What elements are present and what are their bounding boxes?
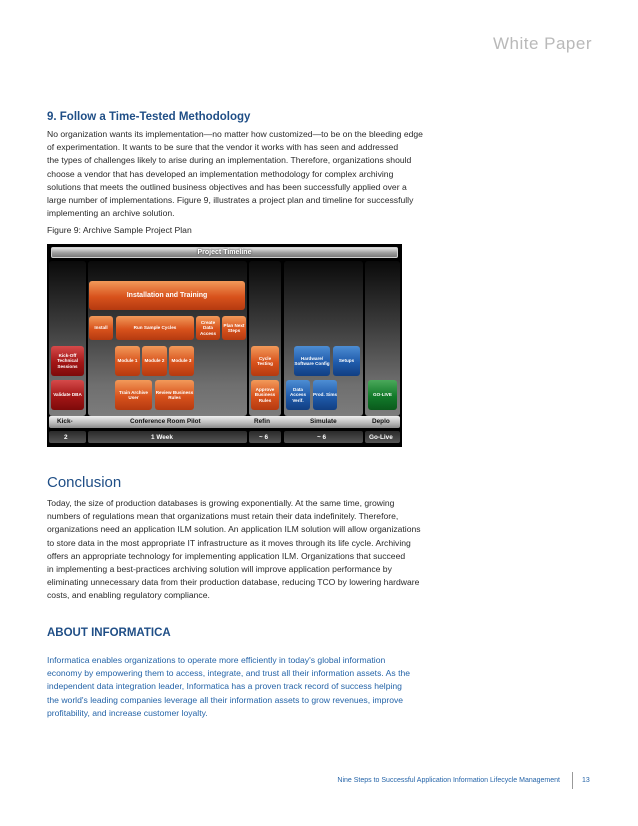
body-line: solutions that meets the outlined business objectives and has been successfully applied over a [47,181,407,192]
timing-label: 1 Week [151,434,173,441]
timing-label: 2 [64,434,68,441]
project-plan-figure [47,244,402,447]
module-1-box: Module 1 [115,346,140,376]
body-line: in implementing a best-practices archiving solution will improve application performance by [47,564,392,575]
about-body [47,654,592,720]
about-heading: ABOUT INFORMATICA [47,627,171,639]
body-line: the types of challenges likely to arise during an implementation. Therefore, organizations should [47,155,412,166]
hardware-config-box: Hardware/ Software Config [294,346,330,376]
body-line: Today, the size of production databases is growing exponentially. At the same time, growing [47,498,395,508]
prod-sims-box: Prod. Sims [313,380,337,410]
body-line: large number of implementations. Figure 9, illustrates a project plan and timeline for successfully [47,195,414,206]
body-line: of experimentation. It wants to be sure that the vendor it works with has seen and addressed [47,142,399,153]
project-timeline-bar [51,247,398,258]
body-line: numbers of regulations mean that organizations must retain their data indefinitely. Therefore, [47,511,399,522]
install-box: Install [89,316,113,340]
project-timeline-title: Project Timeline [197,249,252,256]
timing-label: ~ 6 [317,434,327,441]
phase-label: Conference Room Pilot [130,418,201,425]
body-line: independent data integration leader, Informatica has a proven track record of success helping [47,681,402,692]
body-line: costs, and enabling regulatory compliance. [47,590,210,601]
document-type-label: White Paper [492,34,592,53]
run-cycles-box: Run Sample Cycles [116,316,194,340]
page-number: 13 [582,777,590,784]
body-line: profitability, and increase customer loyalty. [47,707,208,718]
approve-rules-box: Approve Business Rules [251,380,279,410]
setups-box: Setups [333,346,360,376]
body-line: economy by empowering them to access, integrate, and trust all their information assets. As the [47,668,411,679]
phase-label: Simulate [310,418,337,425]
section-heading: 9. Follow a Time-Tested Methodology [47,111,251,123]
body-line: to store data in the most appropriate IT infrastructure as it moves through its life cycle. Archiving [47,537,411,548]
timing-label: Go-Live [369,434,393,441]
figure-caption: Figure 9: Archive Sample Project Plan [47,225,192,235]
installation-training-box: Installation and Training [89,281,245,310]
create-data-access-box: Create Data Access [196,316,220,340]
conclusion-heading: Conclusion [47,474,122,491]
data-access-verif-box: Data Access Verif. [286,380,310,410]
body-line: choose a vendor that has developed an implementation methodology for complex archiving [47,168,394,179]
plan-next-steps-box: Plan Next Steps [222,316,246,340]
conclusion-body [47,497,592,603]
go-live-box: GO-LIVE [368,380,397,410]
phase-label: Kick- [57,418,73,425]
train-user-box: Train Archive User [115,380,152,410]
phase-label: Refin [254,418,270,425]
body-line: implementing an archive solution. [47,208,175,219]
timing-label: ~ 6 [259,434,269,441]
body-line: Informatica enables organizations to operate more efficiently in today's global information [47,655,386,665]
footer-title: Nine Steps to Successful Application Information Lifecycle Management [337,777,560,784]
footer-divider [572,772,573,789]
review-rules-box: Review Business Rules [155,380,194,410]
kickoff-sessions-box: Kick-Off Technical Sessions [51,346,84,376]
body-line: offers an appropriate technology for implementing application ILM. Organizations that succeed [47,550,406,561]
module-2-box: Module 2 [142,346,167,376]
body-line: the world's leading companies leverage all their information assets to grow revenues, improve [47,694,404,705]
validate-dba-box: Validate DBA [51,380,84,410]
body-line: organizations need an application ILM solution. An application ILM solution will allow organizations [47,524,421,535]
body-line: No organization wants its implementation—no matter how customized—to be on the bleeding edge [47,129,423,139]
cycle-testing-box: Cycle Testing [251,346,279,376]
section-body [47,128,592,220]
body-line: eliminating unnecessary data from their production database, reducing TCO by lowering hardware [47,577,420,588]
phase-label: Deplo [372,418,390,425]
module-3-box: Module 3 [169,346,194,376]
phase-row [49,416,400,428]
